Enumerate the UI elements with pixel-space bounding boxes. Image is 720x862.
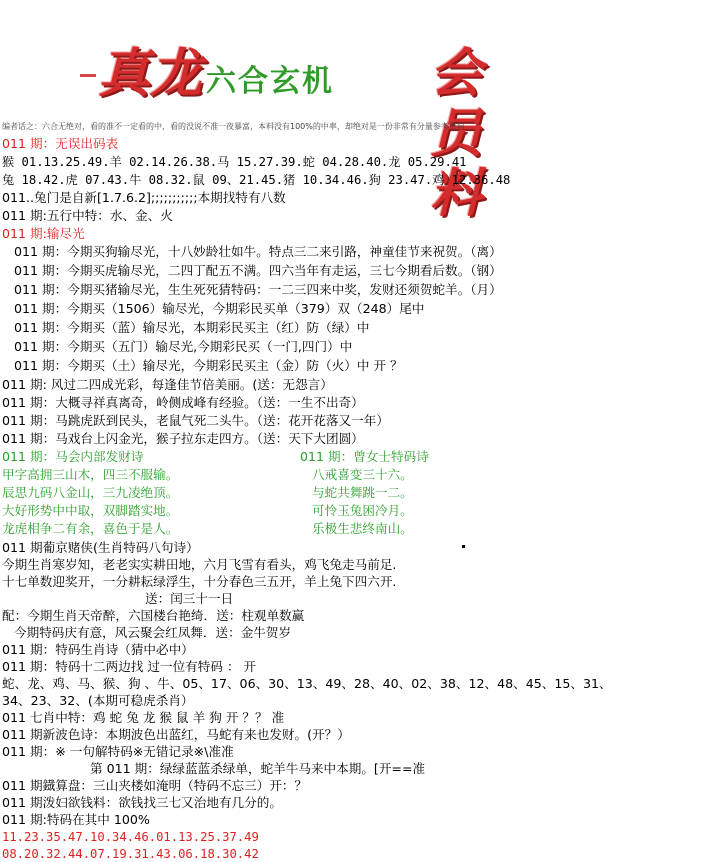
line-match-1: 配：今期生肖天帝醉，六国楼台艳绮．送：柱观单数赢	[2, 608, 305, 623]
line-rabbit-gate: 011..兔门是自新[1.7.6.2];;;;;;;;;;;本期找特有八数	[2, 190, 286, 205]
line-match-2: 今期特码庆有意，风云聚会红凤舞．送：金牛贺岁	[14, 625, 292, 640]
line-lose-2: 011 期：今期买虎输尽光，二四丁配五不满。四六当年有走运，三七今期看后数。（钢）	[14, 263, 502, 278]
line-twelve-sides: 011 期：特码十二两边找 过一位有特码 ： 开	[2, 659, 257, 674]
line-red-numbers-1: 11.23.35.47.10.34.46.01.13.25.37.49	[2, 830, 259, 844]
banner-title-right: 会员料	[430, 43, 483, 224]
line-lose-all-header: 011 期:输尽光	[2, 226, 85, 241]
line-zodiac-poem: 011 期：特码生肖诗（猜中必中）	[2, 642, 194, 657]
line-zeng-poem-4: 乐极生悲终南山。	[312, 521, 413, 536]
line-one-sentence: 011 期：※ 一句解特码※无错记录※\准准	[2, 744, 234, 759]
line-macau-poem-4: 龙虎相争二有余，喜色于是人。	[2, 521, 179, 536]
line-money-material: 011 期泼妇欲钱料：欲钱找三七又治地有几分的。	[2, 795, 282, 810]
line-macau-poem-header: 011 期：马会内部发财诗	[2, 449, 144, 464]
line-poem-2: 011 期：大概寻祥真离奇，岭侧成峰有经验。（送：一生不出奇）	[2, 395, 364, 410]
line-gambler-header: 011 期葡京赌侠(生肖特码八句诗）	[2, 540, 199, 555]
stray-dot	[462, 545, 465, 548]
line-lose-7: 011 期：今期买（土）输尽光，今期彩民买主（金）防（火）中 开 ？	[14, 358, 403, 373]
line-five-elements: 011 期:五行中特：水、金、火	[2, 208, 173, 223]
line-zeng-poem-header: 011 期：曾女士特码诗	[300, 449, 429, 464]
line-macau-poem-2: 辰思九码八金山，三九凌绝顶。	[2, 485, 179, 500]
banner-dash	[80, 74, 96, 77]
line-zodiac-numbers-2: 兔 18.42.虎 07.43.牛 08.32.鼠 09、21.45.猪 10.34.46.狗 23.47.鸡 12.36.48	[2, 173, 511, 187]
line-special-code: 011 期:特码在其中 100%	[2, 812, 150, 827]
line-gambler-poem-1: 今期生肖寒岁知，老老实实耕田地，六月飞雪有看头，鸡飞兔走马前足.	[2, 557, 397, 572]
line-one-sentence-detail: 第 011 期：绿绿蓝蓝杀绿单，蛇羊牛马来中本期。[开==准	[90, 761, 426, 776]
line-lose-1: 011 期：今期买狗输尽光，十八妙龄壮如牛。特点三二来引路，神童佳节来祝贺。（离）	[14, 244, 502, 259]
line-lose-3: 011 期：今期买猪输尽光，生生死死猜特码：一二三四来中奖，发财还须贺蛇羊。（月）	[14, 282, 502, 297]
disclaimer-text: 编者话之：六合无绝对，看的准不一定看的中，看的没说不准一夜暴富，本料没有100%的中率，却绝对是一份非常有分量参考资料	[2, 122, 465, 131]
line-lose-6: 011 期：今期买（五门）输尽光,今期彩民买（一门,四门）中	[14, 339, 353, 354]
line-zeng-poem-1: 八戒喜变三十六。	[312, 467, 413, 482]
line-iron-abacus: 011 期鐡算盘：三山夹楼如淹明（特码不忘三）开：？	[2, 778, 308, 793]
line-macau-poem-1: 甲字高拥三山木，四三不服输。	[2, 467, 179, 482]
line-red-numbers-2: 08.20.32.44.07.19.31.43.06.18.30.42	[2, 847, 259, 861]
line-issue-title: 011 期：无误出码表	[2, 136, 119, 151]
line-number-list-2: 34、23、32、(本期可稳虎杀肖）	[2, 693, 194, 708]
line-poem-3: 011 期：马跳虎跃到民头，老鼠气死二头牛。（送：花开花落又一年）	[2, 413, 389, 428]
line-lose-4: 011 期：今期买（1506）输尽光，今期彩民买单（379）双（248）尾中	[14, 301, 425, 316]
line-number-list-1: 蛇、龙、鸡、马、猴、狗 、牛、05、17、06、30、13、49、28、40、02、38、12、48、45、15、31、	[2, 676, 612, 691]
line-zeng-poem-3: 可怜玉兔困冷月。	[312, 503, 413, 518]
line-macau-poem-3: 大好形势中中取，双脚踏实地。	[2, 503, 179, 518]
line-zeng-poem-2: 与蛇共舞跳一二。	[312, 485, 413, 500]
line-seven-zodiac: 011 七肖中特：鸡 蛇 兔 龙 猴 鼠 羊 狗 开 ？？ 准	[2, 710, 285, 725]
line-zodiac-numbers-1: 猴 01.13.25.49.羊 02.14.26.38.马 15.27.39.蛇 04.28.40.龙 05.29.41	[2, 155, 467, 169]
line-gambler-send: 送：闰三十一日	[145, 591, 234, 606]
banner-title-middle: 六合玄机	[206, 64, 334, 99]
banner-title-left: 真龙	[98, 43, 203, 104]
line-poem-4: 011 期：马戏台上闪金光，猴子拉东走四方。（送：天下大团圆）	[2, 431, 364, 446]
line-lose-5: 011 期：今期买（蓝）输尽光，本期彩民买主（红）防（绿）中	[14, 320, 370, 335]
line-poem-1: 011 期: 风过二四成光彩，每逢佳节倍美丽。(送：无怨言）	[2, 377, 333, 392]
line-gambler-poem-2: 十七单数迎奖开，一分耕耘绿浮生，十分春色三五开，羊上兔下四六开.	[2, 574, 397, 589]
line-wave-color: 011 期新波色诗：本期波色出蓝红，马蛇有来也发财。(开？）	[2, 727, 350, 742]
